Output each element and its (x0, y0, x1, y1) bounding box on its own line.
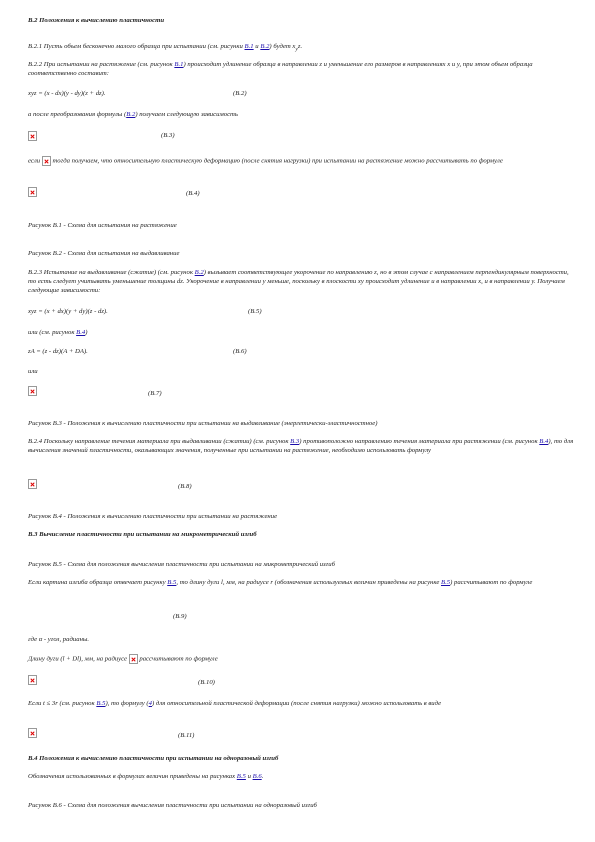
text: ) противоположно направлению течения материала при растяжении (см. рисунок (299, 438, 540, 445)
text: Если картина изгиба образца отвечает рисунку (28, 579, 168, 586)
section-heading-b2: В.2 Положения к вычислению пластичности (28, 17, 165, 24)
broken-image-icon (28, 728, 37, 738)
paragraph-arc (28, 578, 576, 587)
link-fig-b3[interactable]: В.3 (290, 438, 300, 445)
paragraph-notation (28, 772, 576, 781)
link-formula-b2[interactable]: В.2 (126, 111, 136, 118)
text: ) получаем следующую зависимость (135, 111, 238, 118)
link-fig-b5[interactable]: В.5 (440, 579, 451, 586)
broken-image-icon (28, 131, 37, 141)
text: ) будет x (269, 43, 296, 50)
text: В.2.2 При испытании на растяжение (см. рисунок (28, 61, 175, 68)
text: ), то формулу ( (105, 700, 149, 707)
formula-number: (В.10) (198, 679, 215, 686)
formula-text: xyz = (x - dx)(y - dy)(z + dz). (28, 90, 106, 97)
formula-number: (В.6) (233, 348, 247, 355)
paragraph-b2-transform (28, 110, 576, 119)
subscript: y (295, 46, 298, 53)
text: , то длину дуги l, мм, на радиусе r (обозначения используемых величин приведены на рисунке (176, 579, 441, 586)
paragraph-angle: где α - угол, радианы. (28, 636, 90, 643)
text: . (261, 773, 264, 780)
formula-number: (В.9) (173, 613, 187, 620)
text: ) для относительной пластической деформации (после снятия нагрузки) можно использовать в виде (151, 700, 442, 707)
paragraph-b23 (28, 268, 576, 295)
link-fig-b2[interactable]: В.2 (194, 269, 204, 276)
formula-number: (В.2) (233, 90, 247, 97)
link-fig-b5[interactable]: В.5 (236, 773, 246, 780)
link-fig-b2[interactable]: В.2 (260, 43, 270, 50)
link-fig-b1[interactable]: В.1 (174, 61, 184, 68)
text: и (245, 773, 253, 780)
link-fig-b6[interactable]: В.6 (252, 773, 262, 780)
text: В.2.3 Испытание на выдавливание (сжатие) (см. рисунок (28, 269, 195, 276)
formula-b6 (28, 348, 88, 355)
section-heading-b4: В.4 Положения к вычислению пластичности при испытании на одноразовый изгиб (28, 755, 279, 762)
broken-image-icon (28, 187, 37, 197)
figure-caption-b2: Рисунок В.2 - Схема для испытания на выдавливание (28, 250, 180, 257)
broken-image-icon (28, 386, 37, 396)
text: Обозначения использованных в формулах величин приведены на рисунках (28, 773, 237, 780)
paragraph-condition (28, 156, 576, 166)
broken-image-icon (28, 479, 37, 489)
paragraph-arc-length (28, 654, 576, 664)
paragraph-b21 (28, 42, 576, 54)
paragraph-b24 (28, 437, 576, 455)
figure-caption-b5: Рисунок В.5 - Схема для положения вычисления пластичности при испытании на микрометрический изгиб (28, 561, 335, 568)
text: тогда получаем, что относительную пластическую деформацию (после снятия нагрузки) при испытании на растяжение можно рассчитывать по формуле (52, 157, 503, 165)
link-fig-b4[interactable]: В.4 (76, 329, 86, 336)
text: ) происходит удлинение образца в направлении z и уменьшение его размеров в направлениях x и y, при этом объем образца соответственно составит: (28, 61, 533, 77)
text: Длину дуги (l + Dl), мм, на радиусе (28, 655, 128, 663)
formula-number: (В.5) (248, 308, 262, 315)
text: ), то для вычисления значений пластичности, оказывающих значения, полученные при испытании на растяжение, необходимо использовать формулу (28, 438, 574, 454)
text: ) вызывает соответствующее укорочение по направлению z, но в этом случае с направлением перпендикулярным поверхности, то есть следует учитывать уменьшение толщины dz. Укорочение в направлении y меньше, поскольку в плоскости xy происходит удлинение и в направлении x, и в направлении y. Получаем следующие зависимости: (28, 269, 569, 294)
formula-b5 (28, 308, 108, 315)
link-fig-b5[interactable]: В.5 (167, 579, 177, 586)
text: В.2.1 Пусть объем бесконечно малого образца при испытании (см. рисунки (28, 43, 245, 50)
link-fig-b5[interactable]: В.5 (96, 700, 106, 707)
paragraph-see-fig (28, 328, 576, 337)
link-formula-4[interactable]: 4 (148, 700, 152, 707)
text: и (253, 43, 261, 50)
text: если (28, 157, 41, 165)
section-heading-b3: В.3 Вычисление пластичности при испытании на микрометрический изгиб (28, 531, 257, 538)
figure-caption-b3: Рисунок В.3 - Положения к вычислению пластичности при испытании на выдавливание (энергетически-эластичностное) (28, 420, 378, 427)
text: Если t ≤ 3r (см. рисунок (28, 700, 97, 707)
figure-caption-b4: Рисунок В.4 - Положения к вычислению пластичности при испытании на растяжение (28, 513, 278, 520)
text: ) рассчитывают по формуле (450, 579, 533, 586)
text: ) (85, 329, 88, 336)
broken-image-icon (129, 654, 138, 664)
formula-number: (В.11) (178, 732, 195, 739)
formula-number: (В.7) (148, 390, 162, 397)
text: а после преобразования формулы ( (28, 111, 127, 118)
figure-caption-b1: Рисунок В.1 - Схема для испытания на растяжение (28, 222, 177, 229)
formula-text: zA = (z - dz)(A + DA). (28, 348, 88, 355)
link-fig-b4[interactable]: В.4 (539, 438, 549, 445)
text: или (см. рисунок (28, 329, 77, 336)
formula-b2 (28, 90, 106, 97)
paragraph-or: или (28, 368, 38, 375)
broken-image-icon (42, 156, 51, 166)
figure-caption-b6: Рисунок В.6 - Схема для положения вычисления пластичности при испытании на одноразовый изгиб (28, 802, 317, 809)
formula-text: xyz = (x + dx)(y + dy)(z - dz). (28, 308, 108, 315)
formula-number: (В.4) (186, 190, 200, 197)
text: z. (297, 43, 303, 50)
paragraph-condition-t (28, 699, 576, 708)
paragraph-b22 (28, 60, 576, 78)
text: В.2.4 Поскольку направление течения материала при выдавливании (сжатии) (см. рисунок (28, 438, 291, 445)
formula-number: (В.8) (178, 483, 192, 490)
broken-image-icon (28, 675, 37, 685)
text: рассчитывают по формуле (139, 655, 218, 663)
formula-number: (В.3) (161, 132, 175, 139)
link-fig-b1[interactable]: В.1 (244, 43, 254, 50)
